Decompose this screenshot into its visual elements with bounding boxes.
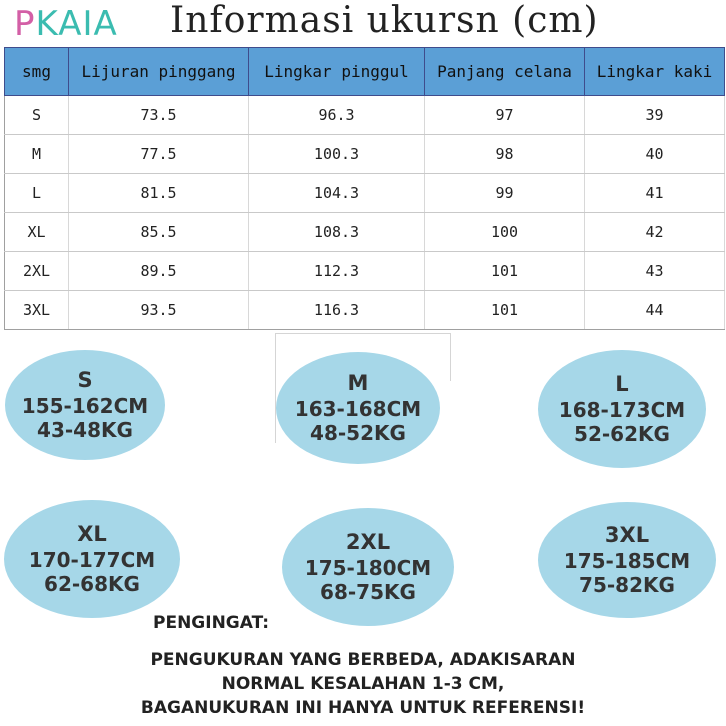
table-row [5, 291, 725, 330]
table-header-row [5, 48, 725, 96]
table-row [5, 135, 725, 174]
oval-weight-range: 62-68KG [44, 571, 140, 596]
cell-leg: 41 [585, 174, 725, 213]
size-oval-2xl [282, 508, 454, 626]
reminder-text [0, 648, 726, 720]
cell-size: 2XL [5, 252, 69, 291]
table-row [5, 213, 725, 252]
cell-length: 101 [425, 252, 585, 291]
size-oval-s [5, 350, 165, 460]
cell-waist: 85.5 [69, 213, 249, 252]
cell-waist: 93.5 [69, 291, 249, 330]
cell-waist: 77.5 [69, 135, 249, 174]
oval-height-range: 168-173CM [558, 397, 686, 422]
cell-leg: 42 [585, 213, 725, 252]
cell-hip: 112.3 [249, 252, 425, 291]
size-table [4, 47, 725, 330]
cell-leg: 44 [585, 291, 725, 330]
cell-hip: 116.3 [249, 291, 425, 330]
cell-leg: 40 [585, 135, 725, 174]
oval-height-range: 175-180CM [304, 555, 432, 580]
oval-size-label: L [615, 372, 629, 397]
oval-height-range: 163-168CM [294, 396, 422, 421]
cell-length: 100 [425, 213, 585, 252]
oval-size-label: 2XL [345, 530, 391, 555]
table-row [5, 252, 725, 291]
cell-leg: 43 [585, 252, 725, 291]
reminder-line: BAGANUKURAN INI HANYA UNTUK REFERENSI! [140, 698, 586, 718]
oval-size-label: 3XL [604, 523, 650, 548]
oval-height-range: 155-162CM [21, 393, 149, 418]
header [0, 0, 726, 48]
table-row [5, 96, 725, 135]
oval-weight-range: 52-62KG [574, 421, 670, 446]
size-oval-l [538, 350, 706, 468]
oval-weight-range: 48-52KG [310, 420, 406, 445]
page-title: Informasi ukursn (cm) [170, 0, 599, 41]
column-header-waist: Lijuran pinggang [69, 48, 249, 96]
oval-height-range: 170-177CM [28, 547, 156, 572]
column-header-size: smg [5, 48, 69, 96]
cell-hip: 108.3 [249, 213, 425, 252]
cell-length: 99 [425, 174, 585, 213]
cell-hip: 96.3 [249, 96, 425, 135]
cell-waist: 81.5 [69, 174, 249, 213]
divider-line [275, 333, 276, 443]
cell-hip: 100.3 [249, 135, 425, 174]
cell-size: 3XL [5, 291, 69, 330]
cell-hip: 104.3 [249, 174, 425, 213]
cell-waist: 73.5 [69, 96, 249, 135]
oval-height-range: 175-185CM [563, 548, 691, 573]
reminder-line: PENGUKURAN YANG BERBEDA, ADAKISARAN [150, 650, 576, 670]
column-header-length: Panjang celana [425, 48, 585, 96]
column-header-leg: Lingkar kaki [585, 48, 725, 96]
cell-length: 97 [425, 96, 585, 135]
cell-length: 98 [425, 135, 585, 174]
divider-line [275, 333, 451, 334]
cell-waist: 89.5 [69, 252, 249, 291]
table-row [5, 174, 725, 213]
size-oval-m [276, 352, 440, 464]
size-oval-xl [4, 500, 180, 618]
cell-size: XL [5, 213, 69, 252]
cell-size: M [5, 135, 69, 174]
cell-leg: 39 [585, 96, 725, 135]
brand-logo: PKAIA [14, 4, 118, 44]
reminder-line: NORMAL KESALAHAN 1-3 CM, [221, 674, 505, 694]
size-oval-3xl [538, 502, 716, 618]
cell-size: L [5, 174, 69, 213]
oval-weight-range: 75-82KG [579, 572, 675, 597]
column-header-hip: Lingkar pinggul [249, 48, 425, 96]
cell-size: S [5, 96, 69, 135]
oval-size-label: S [77, 368, 93, 393]
oval-size-label: M [347, 371, 369, 396]
oval-size-label: XL [77, 522, 107, 547]
cell-length: 101 [425, 291, 585, 330]
divider-line [450, 333, 451, 381]
oval-weight-range: 43-48KG [37, 417, 133, 442]
oval-weight-range: 68-75KG [320, 579, 416, 604]
reminder-heading: PENGINGAT: [153, 613, 270, 633]
